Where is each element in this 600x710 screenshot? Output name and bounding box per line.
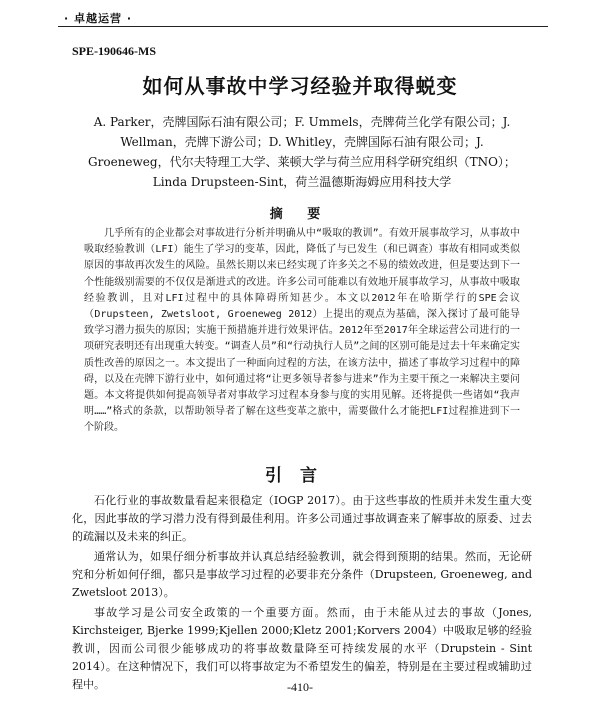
author-list: A. Parker，壳牌国际石油有限公司；F. Ummels，壳牌荷兰化学有限公司；J. Wellman，壳牌下游公司；D. Whitley，壳牌国际石油有限公司；J. Groeneweg，代尔夫特理工大学、莱顿大学与荷兰应用科学研究组织（TNO）；Linda Drupsteen-Sint，荷兰温德斯海姆应用科技大学 — [88, 115, 516, 189]
introduction-heading: 引言 — [265, 466, 335, 486]
paper-id: SPE-190646-MS — [72, 44, 156, 58]
intro-paragraph-2: 通常认为，如果仔细分析事故并认真总结经验教训，就会得到预期的结果。然而，无论研究和分析如何仔细，都只是事故学习过程的必要非充分条件（Drupsteen, Groeneweg, and Zwetsloot 2013）。 — [72, 550, 532, 599]
running-header — [58, 8, 548, 27]
intro-paragraph-3: 事故学习是公司安全政策的一个重要方面。然而，由于未能从过去的事故（Jones, Kirchsteiger, Bjerke 1999;Kjellen 2000;Kletz 2001;Korvers 2004）中吸取足够的经验教训，因而公司很少能够成功的将事故数量降至可持续发展的水平（Drupstein - Sint 2014）。在这种情况下，我们可以将事故定为不希望发生的偏差，特别是在主要过程或辅助过程中。 — [72, 606, 532, 691]
abstract-text: 几乎所有的企业都会对事故进行分析并明确从中“吸取的教训”。有效开展事故学习，从事故中吸取经验教训（LFI）能生了学习的变革，因此，降低了与已发生（和已调查）事故有相同或类似原因的事故再次发生的风险。虽然长期以来已经实现了许多关之不易的绩效改进，但是要达到下一个性能级别需要的不仅仅是渐进式的改进。许多公司可能难以有效地开展事故学习，从事故中吸取经验教训，且对LFI过程中的具体障碍所知甚少。本文以2012年在哈斯学行的SPE会议（Drupsteen, Zwetsloot, Groeneweg 2012）上提出的观点为基础，深入探讨了最可能导致学习潜力损失的原因；实施干预措施并进行效果评估。2012年至2017年全球运营公司进行的一项研究表明还有出现重大转变。“调查人员”和“行动执行人员”之间的区别可能是过去十年来确定实质性改善的原因之一。本文提出了一种面向过程的方法，在该方法中，描述了事故学习过程中的障碍，以及在壳牌下游行业中，如何通过将“让更多领导者参与进来”作为主要干预之一来解决主要问题。本文将提供如何提高领导者对事故学习过程本身参与度的实用见解。还将提供一些诸如“我声明……”格式的条款，以帮助领导者了解在这些变革之旅中，需要做什么才能把LFI过程推进到下一个阶段。 — [84, 228, 520, 434]
abstract-heading: 摘 要 — [269, 207, 331, 222]
introduction-body — [72, 492, 532, 696]
section-tag: · 卓越运营 · — [64, 12, 133, 25]
page-number: -410- — [287, 680, 313, 694]
paper-title: 如何从事故中学习经验并取得蜕变 — [142, 74, 458, 98]
intro-paragraph-1: 石化行业的事故数量看起来很稳定（IOGP 2017）。由于这些事故的性质并未发生重大变化，因此事故的学习潜力没有得到最佳利用。许多公司通过事故调查来了解事故的原委、过去的疏漏以及未来的纠正。 — [72, 494, 532, 543]
